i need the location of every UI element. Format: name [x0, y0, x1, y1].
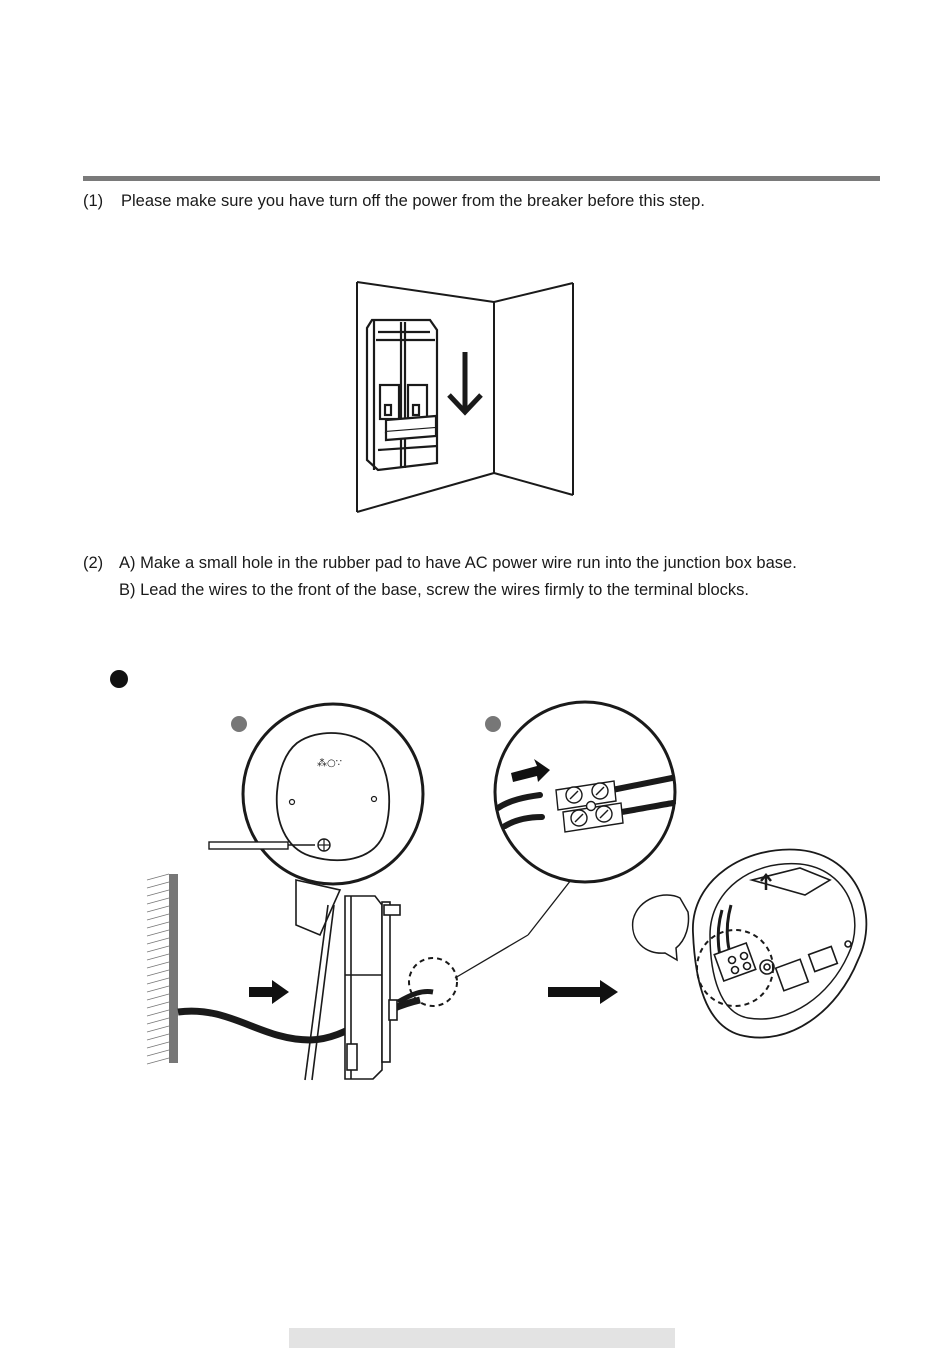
wall-section	[147, 874, 178, 1064]
step-2-line-a: A) Make a small hole in the rubber pad to have AC power wire run into the junction box base.	[119, 554, 797, 572]
step-2-number: (2)	[83, 554, 104, 572]
footer-bar	[289, 1328, 675, 1348]
right-arrow-icon	[249, 980, 289, 1004]
terminal-block	[556, 781, 623, 832]
speech-bubble	[633, 895, 689, 960]
symbols-mark: ⁂○∵	[317, 758, 343, 769]
zoom-indicator	[409, 958, 457, 1006]
step-1-text: Please make sure you have turn off the power from the breaker before this step.	[121, 192, 705, 210]
step-bullet-icon	[110, 670, 128, 688]
right-arrow-icon	[548, 980, 618, 1004]
step-1-number: (1)	[83, 192, 104, 210]
callout-b-terminal-detail	[495, 702, 675, 882]
callout-b-marker-icon	[485, 716, 501, 732]
junction-box-front-view	[693, 850, 866, 1038]
screw-icon	[318, 839, 330, 851]
step-2-line-b: B) Lead the wires to the front of the base, screw the wires firmly to the terminal blocks.	[119, 581, 750, 599]
callout-a-marker-icon	[231, 716, 247, 732]
junction-box-side-view	[296, 880, 400, 1080]
